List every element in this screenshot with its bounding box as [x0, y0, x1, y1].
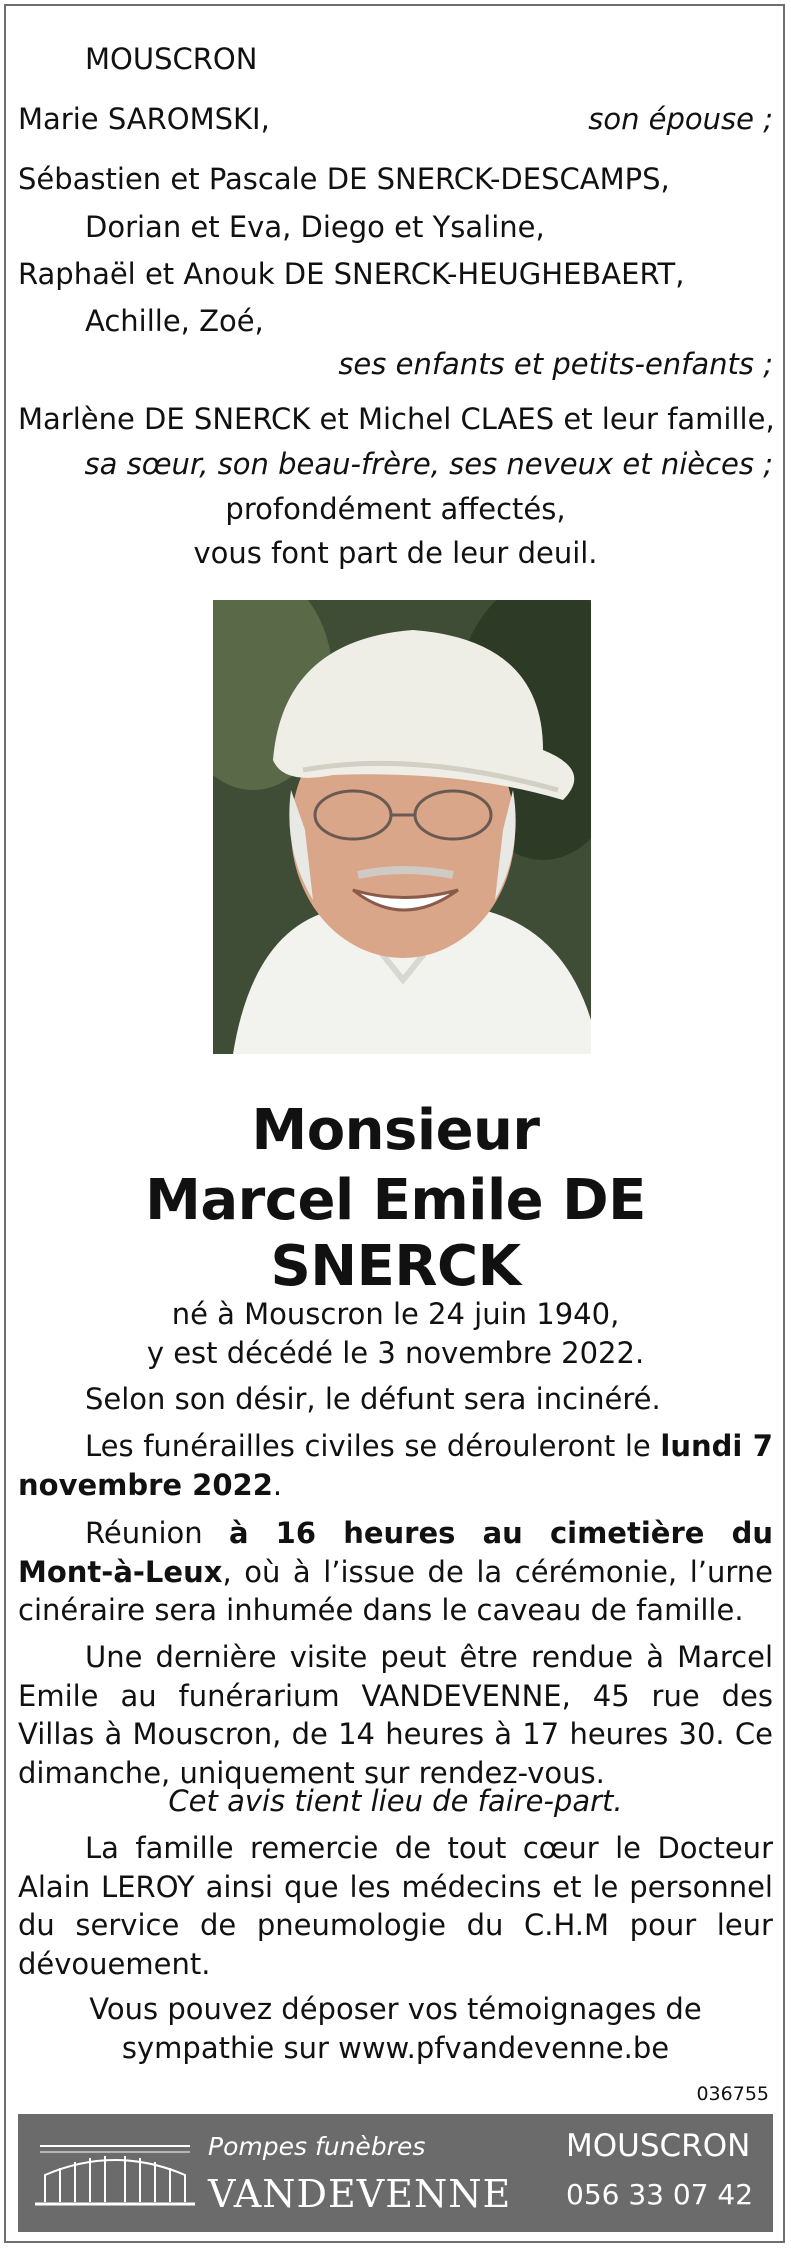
condolences-line-1: Vous pouvez déposer vos témoignages de: [89, 1992, 702, 2026]
meeting-place: à 16 heures au cimetière du Mont-à-Leux: [18, 1516, 773, 1589]
deceased-honorific: Monsieur: [251, 1098, 540, 1163]
footer-city: MOUSCRON: [566, 2128, 751, 2164]
family-spouse: Marie SAROMSKI,: [18, 102, 270, 136]
funeral-date: lundi 7 novembre 2022: [18, 1429, 773, 1502]
announcement-line-2: vous font part de leur deuil.: [193, 536, 598, 570]
family-children-role: ses enfants et petits-enfants ;: [338, 347, 773, 381]
family-grandchildren-2: Achille, Zoé,: [85, 304, 264, 338]
header-city: MOUSCRON: [85, 42, 258, 76]
family-spouse-role: son épouse ;: [588, 102, 773, 136]
wish-line: Selon son désir, le défunt sera incinéré.: [85, 1382, 661, 1416]
portrait-illustration: [213, 600, 591, 1054]
deceased-name: Marcel Emile DE SNERCK: [145, 1168, 646, 1299]
footer-label: Pompes funèbres: [208, 2132, 426, 2161]
family-sister: Marlène DE SNERCK et Michel CLAES et leur famille,: [18, 402, 775, 436]
portrait-photo: [213, 600, 591, 1054]
gate-logo-icon: [30, 2140, 200, 2210]
funeral-paragraph: [18, 1427, 773, 1504]
condolences-line-2: sympathie sur www.pfvandevenne.be: [121, 2031, 670, 2065]
footer-brand: VANDEVENNE: [208, 2172, 512, 2216]
meeting-paragraph: [18, 1514, 773, 1630]
reference-code: 036755: [696, 2083, 769, 2105]
family-child-1: Sébastien et Pascale DE SNERCK-DESCAMPS,: [18, 162, 670, 196]
visit-paragraph: Une dernière visite peut être rendue à Marcel Emile au funérarium VANDEVENNE, 45 rue des Villas à Mouscron, de 14 heures à 17 heures 30. Ce dimanche, uniquement sur rendez-vous.: [18, 1640, 773, 1790]
announcement-line-1: profondément affectés,: [225, 492, 566, 526]
birth-line: né à Mouscron le 24 juin 1940,: [171, 1297, 620, 1331]
family-sister-role: sa sœur, son beau-frère, ses neveux et nièces ;: [84, 447, 773, 481]
funeral-home-banner: [18, 2114, 773, 2232]
footer-phone: 056 33 07 42: [566, 2178, 754, 2211]
thanks-paragraph: La famille remercie de tout cœur le Docteur Alain LEROY ainsi que les médecins et le personnel du service de pneumologie du C.H.M pour leur dévouement.: [18, 1831, 773, 1981]
family-child-2: Raphaël et Anouk DE SNERCK-HEUGHEBAERT,: [18, 257, 685, 291]
family-grandchildren-1: Dorian et Eva, Diego et Ysaline,: [85, 210, 545, 244]
meeting-post: , où à l’issue de la cérémonie, l’urne cinéraire sera inhumée dans le caveau de famille.: [18, 1554, 773, 1627]
funeral-post: .: [272, 1467, 283, 1502]
notice-line: Cet avis tient lieu de faire-part.: [168, 1784, 623, 1818]
funeral-pre: Les funérailles civiles se dérouleront le: [85, 1429, 661, 1463]
death-line: y est décédé le 3 novembre 2022.: [146, 1336, 645, 1370]
meeting-pre: Réunion: [85, 1516, 229, 1550]
